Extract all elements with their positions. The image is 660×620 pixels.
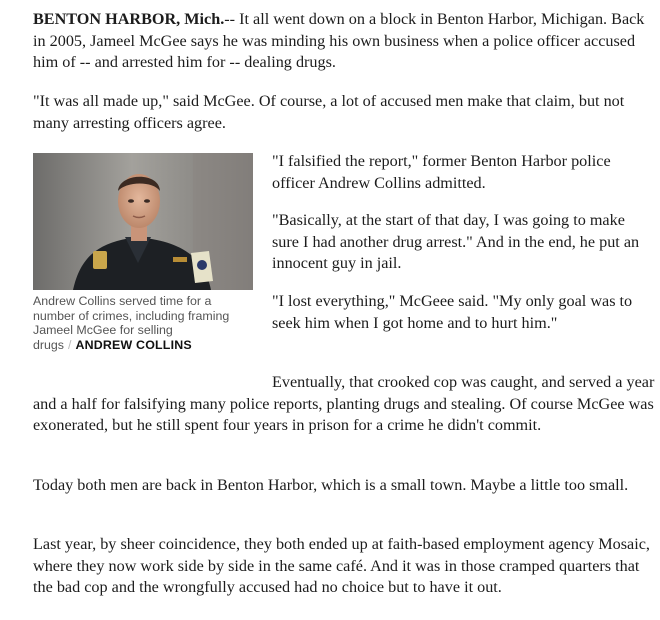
- paragraph-2: "It was all made up," said McGee. Of course, a lot of accused men make that claim, but not many arresting officers agree.: [33, 92, 625, 132]
- paragraph-4: "Basically, at the start of that day, I was going to make sure I had another drug arrest." And in the end, he put an innocent guy in jail.: [272, 211, 640, 273]
- officer-photo: [33, 153, 253, 290]
- paragraph-6-text: Eventually, that crooked cop was caught, and served a year and a half for falsifying many police reports, planting drugs and stealing. Of course McGee was exonerated, but he still spent four years in prison for a crime he didn't commit.: [33, 373, 655, 435]
- paragraph-1-text: -- It all went down on a block in Benton Harbor, Michigan. Back in 2005, Jameel McGee says he was minding his own business when a police officer accused him of -- and arrested him for -- dealing drugs.: [33, 10, 645, 72]
- photo-credit: ANDREW COLLINS: [75, 337, 192, 352]
- officer-portrait-image: [33, 153, 253, 290]
- paragraph-7: Today both men are back in Benton Harbor, which is a small town. Maybe a little too small.: [33, 476, 629, 494]
- paragraph-3: "I falsified the report," former Benton Harbor police officer Andrew Collins admitted.: [272, 152, 611, 192]
- caption-text: Andrew Collins served time for a number of crimes, including framing Jameel McGee for selling drugs: [33, 294, 230, 352]
- photo-figure: [33, 153, 253, 352]
- photo-caption: [33, 294, 253, 352]
- paragraph-6: [33, 372, 658, 437]
- dateline: BENTON HARBOR, Mich.: [33, 10, 225, 28]
- paragraph-1: [33, 9, 658, 74]
- paragraph-8: Last year, by sheer coincidence, they both ended up at faith-based employment agency Mosaic, where they now work side by side in the same café. And it was in those cramped quarters that the bad cop and the wrongfully accused had no choice but to have it out.: [33, 535, 650, 597]
- caption-separator: /: [68, 337, 72, 352]
- paragraph-5: "I lost everything," McGeee said. "My only goal was to seek him when I got home and to hurt him.": [272, 292, 633, 332]
